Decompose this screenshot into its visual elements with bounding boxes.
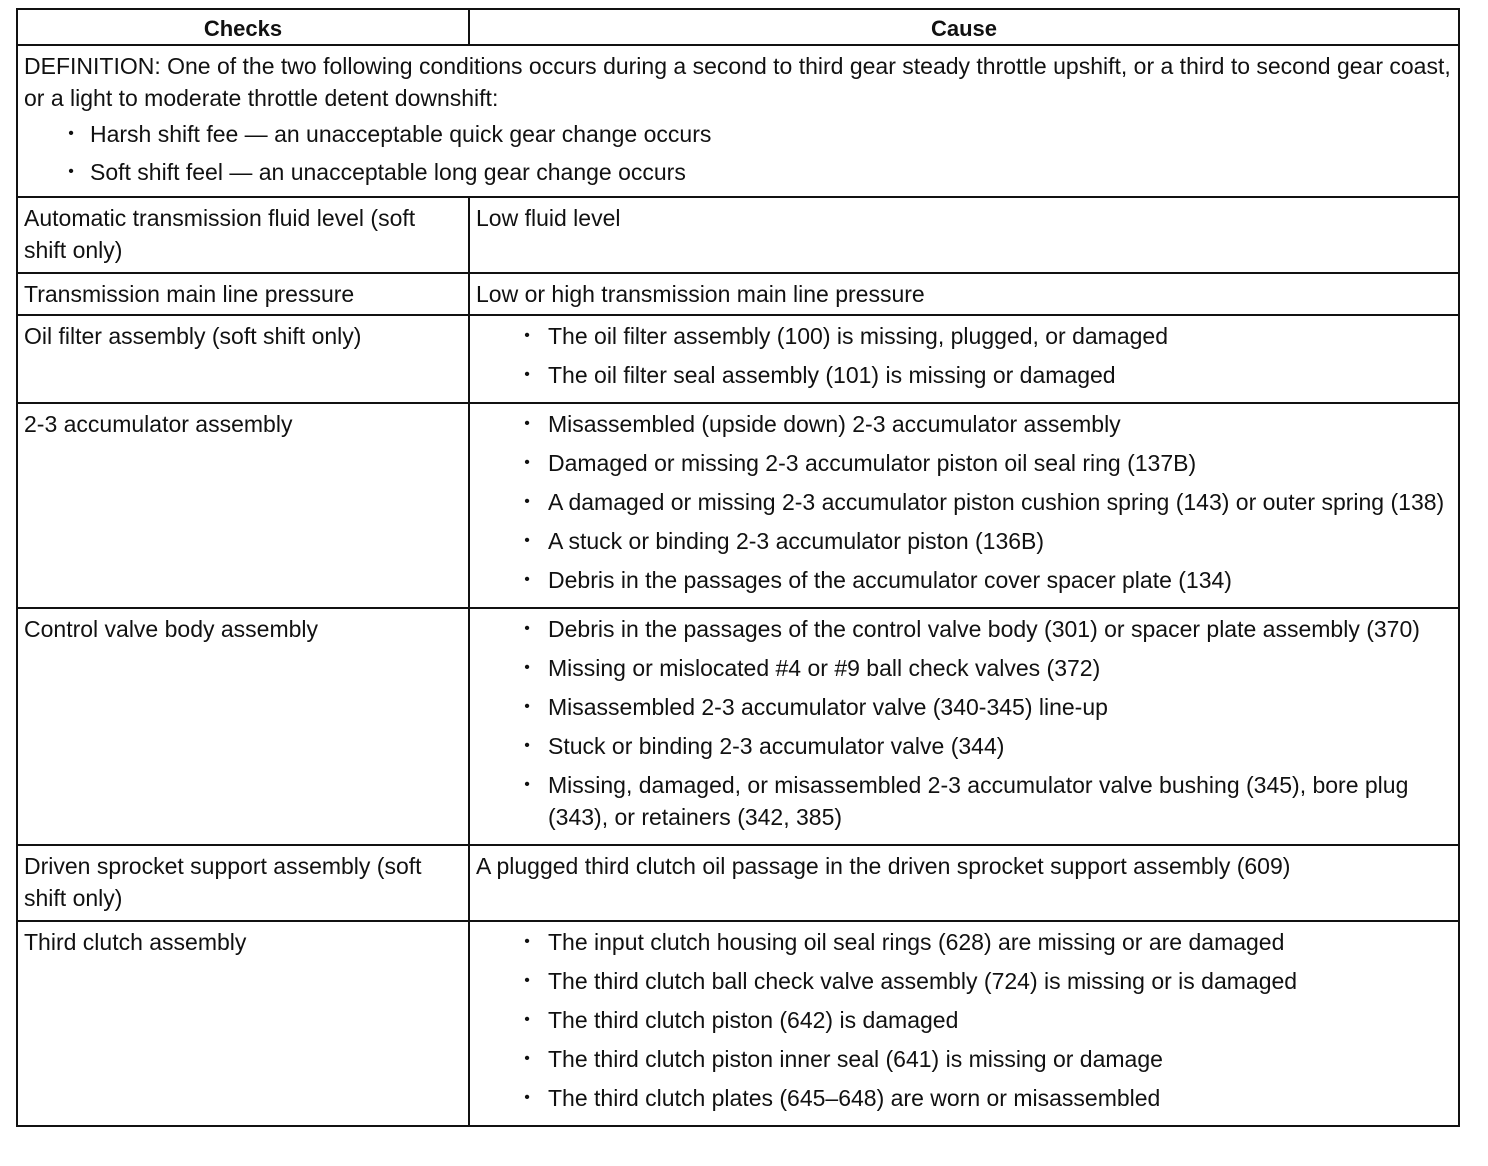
list-item: [476, 652, 1452, 684]
bullet-icon: •: [524, 776, 530, 793]
list-item: [476, 525, 1452, 557]
bullet-icon: •: [524, 415, 530, 432]
cause-item-text: Misassembled 2-3 accumulator valve (340-345) line-up: [548, 694, 1108, 720]
table-row: [17, 273, 1459, 315]
cause-list: [476, 613, 1452, 833]
list-item: [476, 447, 1452, 479]
cause-item-text: A damaged or missing 2-3 accumulator piston cushion spring (143) or outer spring (138): [548, 489, 1445, 515]
bullet-icon: •: [524, 972, 530, 989]
cause-list: [476, 926, 1452, 1114]
cause-cell: A plugged third clutch oil passage in the driven sprocket support assembly (609): [469, 845, 1459, 921]
cause-item-text: Stuck or binding 2-3 accumulator valve (344): [548, 733, 1005, 759]
list-item: [476, 926, 1452, 958]
bullet-icon: •: [524, 366, 530, 383]
cause-item-text: The oil filter assembly (100) is missing, plugged, or damaged: [548, 323, 1169, 349]
definition-item-text: Soft shift feel — an unacceptable long gear change occurs: [90, 159, 686, 185]
cause-item-text: A stuck or binding 2-3 accumulator piston (136B): [548, 528, 1045, 554]
cause-cell: [469, 921, 1459, 1126]
cause-item-text: The oil filter seal assembly (101) is missing or damaged: [548, 362, 1116, 388]
list-item: [476, 1043, 1452, 1075]
check-cell: 2-3 accumulator assembly: [17, 403, 469, 608]
table-row: [17, 197, 1459, 273]
diagnostic-table: [16, 8, 1460, 1127]
cause-item-text: The third clutch piston inner seal (641) is missing or damage: [548, 1046, 1163, 1072]
cause-item-text: Damaged or missing 2-3 accumulator piston oil seal ring (137B): [548, 450, 1197, 476]
bullet-icon: •: [524, 737, 530, 754]
check-cell: Driven sprocket support assembly (soft shift only): [17, 845, 469, 921]
cause-item-text: The third clutch plates (645–648) are worn or misassembled: [548, 1085, 1161, 1111]
bullet-icon: •: [524, 1050, 530, 1067]
cause-list: [476, 320, 1452, 391]
list-item: [476, 613, 1452, 645]
table-row: [17, 921, 1459, 1126]
bullet-icon: •: [524, 454, 530, 471]
check-cell: Third clutch assembly: [17, 921, 469, 1126]
definition-row: [17, 45, 1459, 197]
bullet-icon: •: [68, 125, 74, 142]
cause-item-text: Debris in the passages of the accumulator cover spacer plate (134): [548, 567, 1232, 593]
list-item: [476, 486, 1452, 518]
bullet-icon: •: [524, 327, 530, 344]
table-row: [17, 315, 1459, 403]
cause-cell: Low fluid level: [469, 197, 1459, 273]
cause-list: [476, 408, 1452, 596]
cause-item-text: Debris in the passages of the control valve body (301) or spacer plate assembly (370): [548, 616, 1420, 642]
cause-item-text: Missing, damaged, or misassembled 2-3 accumulator valve bushing (345), bore plug (343), or retainers (342, 385): [548, 772, 1409, 830]
bullet-icon: •: [524, 493, 530, 510]
bullet-icon: •: [524, 933, 530, 950]
list-item: [476, 320, 1452, 352]
list-item: [476, 1082, 1452, 1114]
bullet-icon: •: [524, 532, 530, 549]
cause-item-text: The third clutch piston (642) is damaged: [548, 1007, 959, 1033]
bullet-icon: •: [524, 571, 530, 588]
list-item: [476, 965, 1452, 997]
definition-list: [24, 118, 1452, 188]
list-item: [476, 1004, 1452, 1036]
cause-cell: [469, 403, 1459, 608]
bullet-icon: •: [68, 163, 74, 180]
cause-item-text: The input clutch housing oil seal rings (628) are missing or are damaged: [548, 929, 1285, 955]
header-row: [17, 9, 1459, 45]
table-row: [17, 403, 1459, 608]
list-item: [476, 564, 1452, 596]
list-item: [476, 408, 1452, 440]
list-item: [476, 769, 1452, 833]
check-cell: Transmission main line pressure: [17, 273, 469, 315]
list-item: [476, 730, 1452, 762]
bullet-icon: •: [524, 1011, 530, 1028]
table-row: [17, 608, 1459, 845]
definition-cell: [17, 45, 1459, 197]
cause-header: Cause: [469, 9, 1459, 45]
cause-item-text: Missing or mislocated #4 or #9 ball check valves (372): [548, 655, 1101, 681]
cause-cell: Low or high transmission main line pressure: [469, 273, 1459, 315]
definition-text: DEFINITION: One of the two following conditions occurs during a second to third gear steady throttle upshift, or a third to second gear coast, or a light to moderate throttle detent downshift:: [24, 53, 1451, 111]
cause-cell: [469, 315, 1459, 403]
cause-cell: [469, 608, 1459, 845]
definition-item: [24, 156, 1452, 188]
bullet-icon: •: [524, 659, 530, 676]
table-row: [17, 845, 1459, 921]
check-cell: Control valve body assembly: [17, 608, 469, 845]
cause-item-text: The third clutch ball check valve assembly (724) is missing or is damaged: [548, 968, 1298, 994]
cause-item-text: Misassembled (upside down) 2-3 accumulator assembly: [548, 411, 1121, 437]
list-item: [476, 359, 1452, 391]
check-cell: Automatic transmission fluid level (soft shift only): [17, 197, 469, 273]
bullet-icon: •: [524, 698, 530, 715]
bullet-icon: •: [524, 1089, 530, 1106]
bullet-icon: •: [524, 620, 530, 637]
definition-item-text: Harsh shift fee — an unacceptable quick gear change occurs: [90, 121, 712, 147]
checks-header: Checks: [17, 9, 469, 45]
list-item: [476, 691, 1452, 723]
check-cell: Oil filter assembly (soft shift only): [17, 315, 469, 403]
definition-item: [24, 118, 1452, 150]
